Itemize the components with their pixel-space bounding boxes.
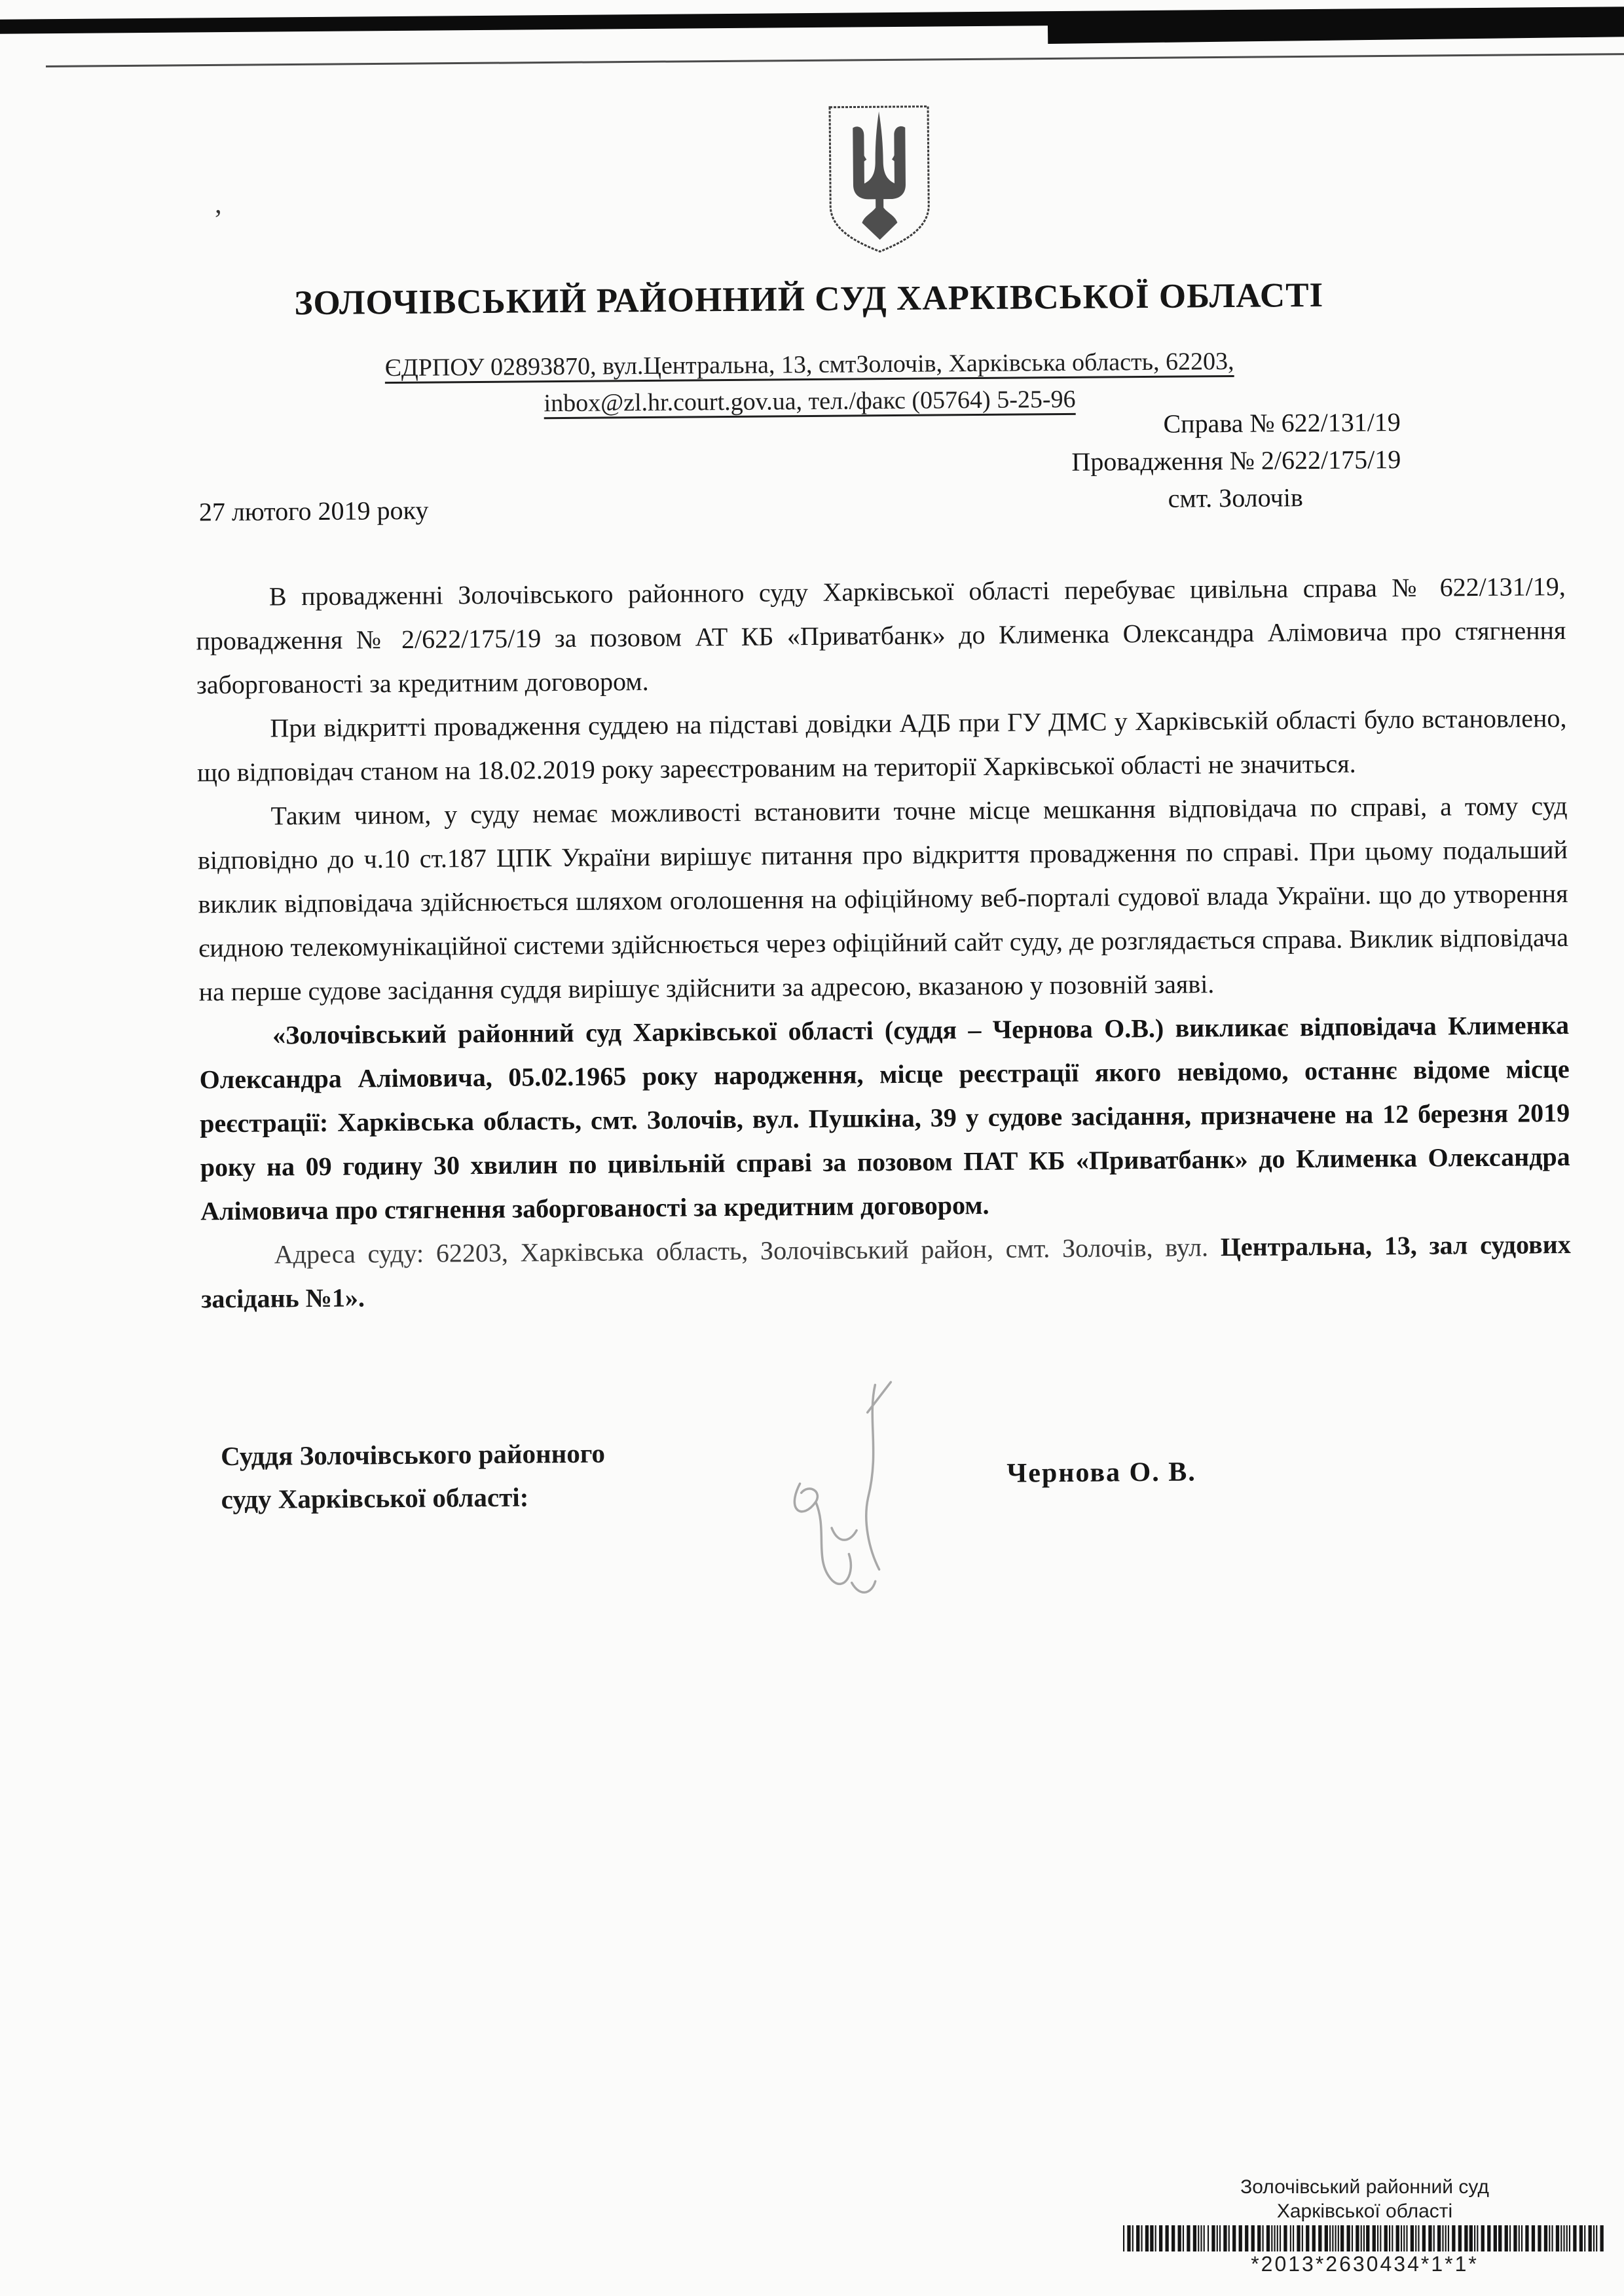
paragraph-1: В провадженні Золочівського районного суду Харківської області перебуває цивільна справа № 622/131/19, провадження № 2/622/175/19 за позовом АТ КБ «Приватбанк» до Клименка Олександра Алімовича про стягнення заборгованості за кредитним договором.	[196, 571, 1566, 700]
signature-block	[202, 1407, 1574, 1633]
paragraph-5-court-address	[201, 1222, 1572, 1321]
paragraph-3: Таким чином, у суду немає можливості встановити точне місце мешкання відповідача по справі, а тому суд відповідно до ч.10 ст.187 ЦПК України вирішує питання про відкриття провадження по справі. При цьому подальший виклик відповідача здійснюється шляхом оголошення на офіційному веб-порталі судової влада України. що до утворення єидною телекомунікаційної системи здійснюється через офіційний сайт суду, де розглядається справа. Виклик відповідача на перше судове засідання суддя вирішує здійснити за адресою, вказаною у позовній заяві.	[197, 790, 1569, 1007]
judge-title	[221, 1431, 680, 1521]
handwritten-signature	[739, 1372, 950, 1623]
court-address-part: Адреса суду: 62203, Харківська область, Золочівський район, смт. Золочів, вул.	[274, 1232, 1209, 1269]
stamp-court-line2: Харківської області	[1276, 2200, 1453, 2222]
proceeding-number: Провадження № 2/622/175/19	[1071, 444, 1401, 477]
document-body	[196, 564, 1574, 1633]
paragraph-4-summons: «Золочівський районний суд Харківської області (суддя – Чернова О.В.) викликає відповідача Клименка Олександра Алімовича, 05.02.1965 року народження, місце реєстрації якого невідомо, останнє відоме місце реєстрації: Харківська область, смт. Золочів, вул. Пушкіна, 39 у судове засідання, призначене на 12 березня 2019 року на 09 годину 30 хвилин по цивільній справі за позовом ПАТ КБ «Приватбанк» до Клименка Олександра Алімовича про стягнення заборгованості за кредитним договором.	[199, 1010, 1570, 1226]
court-address-line	[0, 344, 1621, 385]
scan-speck: ’	[213, 205, 223, 235]
stamp-court-line1: Золочівський районний суд	[1240, 2176, 1489, 2198]
document-date: 27 лютого 2019 року	[198, 495, 429, 527]
case-number: Справа № 622/131/19	[1163, 407, 1401, 439]
court-address-text: ЄДРПОУ 02893870, вул.Центральна, 13, смтЗолочів, Харківська область, 62203,	[384, 347, 1234, 382]
barcode-value: *2013*2630434*1*1*	[1251, 2252, 1479, 2276]
court-address-part-bold: Центральна, 13, зал судових засідань №1».	[201, 1229, 1571, 1314]
barcode	[1123, 2225, 1606, 2251]
ukraine-trident-emblem	[822, 101, 936, 261]
judge-title-line1: Суддя Золочівського районного	[221, 1438, 606, 1472]
court-name-title: ЗОЛОЧІВСЬКИЙ РАЙОННИЙ СУД ХАРКІВСЬКОЇ ОБЛАСТІ	[294, 276, 1324, 323]
judge-title-line2: суду Харківської області:	[221, 1482, 529, 1515]
court-contact-text: inbox@zl.hr.court.gov.ua, тел./факс (05764) 5-25-96	[544, 385, 1076, 418]
case-location: смт. Золочів	[1168, 483, 1303, 513]
case-meta-block	[1071, 403, 1401, 518]
registration-stamp	[1116, 2175, 1614, 2276]
paragraph-2: При відкритті провадження суддею на підставі довідки АДБ при ГУ ДМС у Харківській області було встановлено, що відповідач станом на 18.02.2019 року зареєстрованим на території Харківської області не значиться.	[196, 702, 1567, 788]
judge-name: Чернова О. В.	[1006, 1457, 1196, 1489]
